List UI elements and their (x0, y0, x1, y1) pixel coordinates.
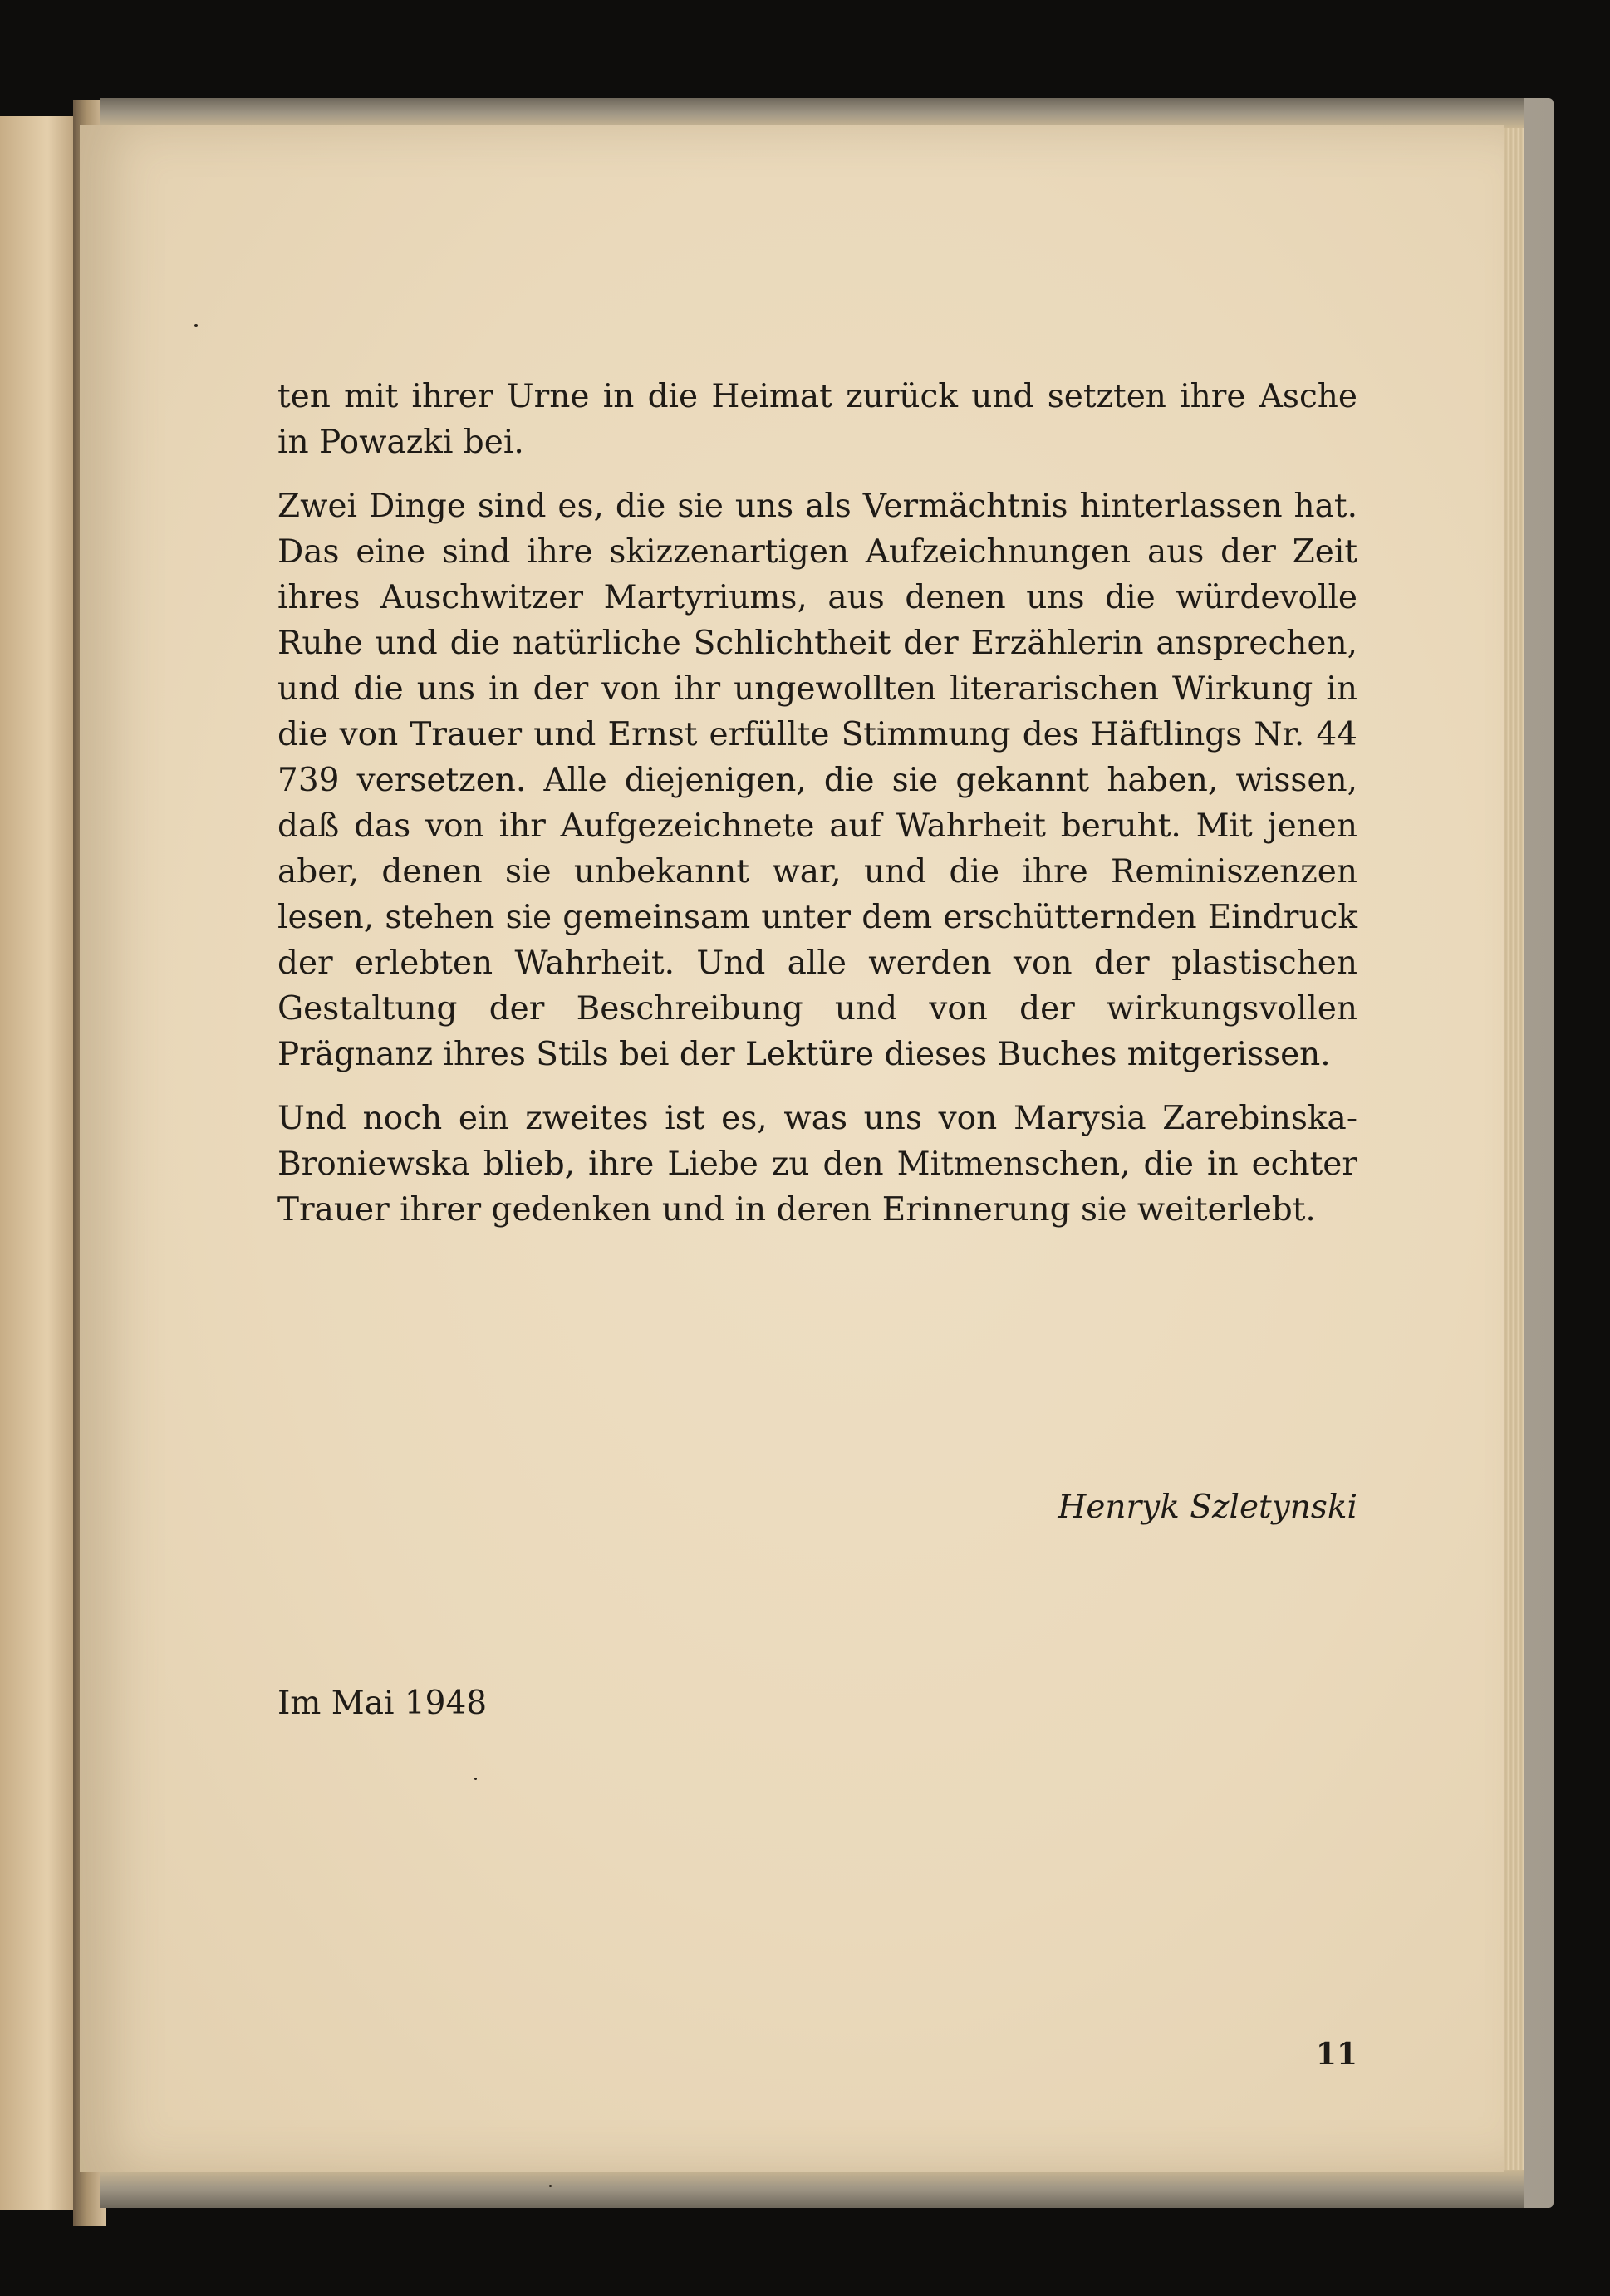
paper-speck (549, 2185, 552, 2187)
paragraph-2: Zwei Dinge sind es, die sie uns als Vermächtnis hinterlassen hat. Das eine sind ihre skizzenartigen Aufzeichnungen aus der Zeit ihres Auschwitzer Martyriums, aus denen uns die würdevolle Ruhe und die natürliche Schlichtheit der Erzählerin ansprechen, und die uns in der von ihr ungewollten literarischen Wirkung in die von Trauer und Ernst erfüllte Stimmung des Häftlings Nr. 44 739 versetzen. Alle diejenigen, die sie gekannt haben, wissen, daß das von ihr Aufgezeichnete auf Wahrheit beruht. Mit jenen aber, denen sie unbekannt war, und die ihre Reminiszenzen lesen, stehen sie gemeinsam unter dem erschütternden Eindruck der erlebten Wahrheit. Und alle werden von der plastischen Gestaltung der Beschreibung und von der wirkungsvollen Prägnanz ihres Stils bei der Lektüre dieses Buches mitgerissen. (277, 488, 1357, 1073)
previous-page-edge (0, 116, 79, 2210)
author-signature: Henryk Szletynski (1058, 1489, 1357, 1526)
page-number: 11 (1315, 2037, 1357, 2072)
paper-speck (474, 1778, 477, 1780)
bottom-page-edge (100, 2170, 1524, 2208)
book-page (80, 125, 1504, 2172)
paper-speck (194, 324, 198, 327)
body-text (277, 374, 1357, 1251)
paragraph-1: ten mit ihrer Urne in die Heimat zurück und setzten ihre Asche in Powazki bei. (277, 378, 1357, 461)
dateline: Im Mai 1948 (277, 1685, 488, 1722)
paragraph-3: Und noch ein zweites ist es, was uns von Marysia Zarebinska-Broniewska blieb, ihre Liebe zu den Mitmenschen, die in echter Trauer ihrer gedenken und in deren Erinnerung sie weiterlebt. (277, 1100, 1357, 1229)
top-page-edge (100, 98, 1524, 128)
